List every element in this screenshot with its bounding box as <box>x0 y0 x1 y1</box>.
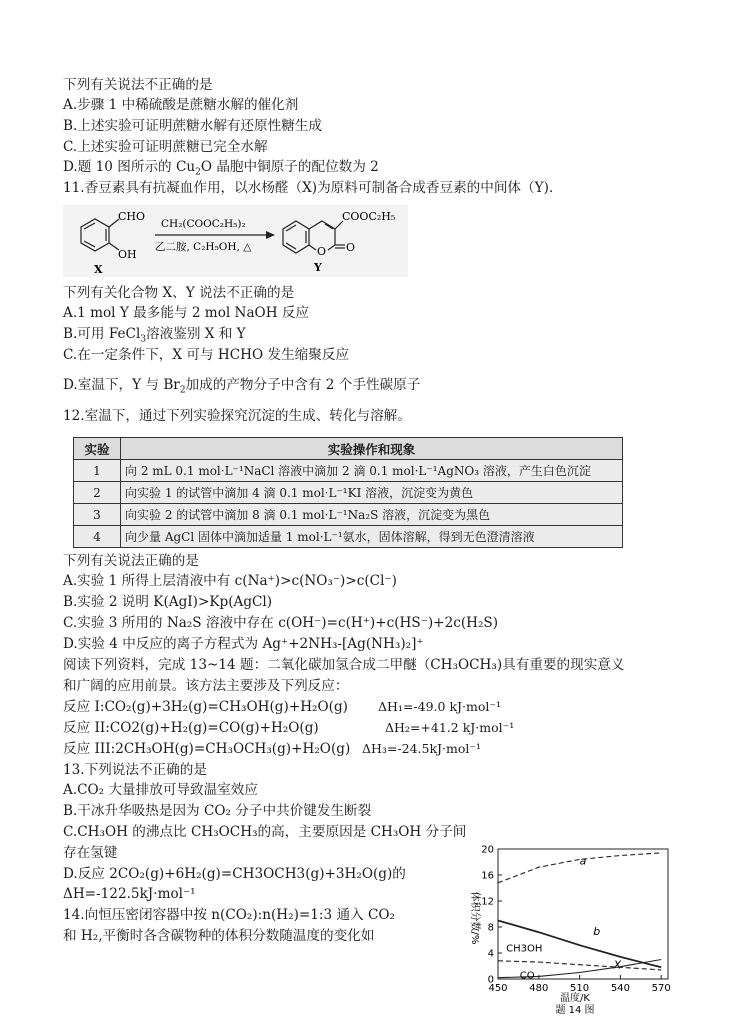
q11-option-b: B.可用 FeCl$_3$溶液鉴别 X 和 Y <box>63 326 246 345</box>
q11-option-d: D.室温下，Y 与 $Br_2$加成的产物分子中含有 2 个手性碳原子 <box>63 377 421 396</box>
header-procedure: 实验操作和现象 <box>121 438 623 460</box>
experiment-table <box>73 437 623 548</box>
passage-line-2: 和广阔的应用前景。该方法主要涉及下列反应： <box>63 678 349 694</box>
annotation-co: CO <box>519 970 535 982</box>
table-row <box>74 482 623 504</box>
y-ring-o: O <box>317 245 327 258</box>
q13-option-a: A.CO₂ 大量排放可导致温室效应 <box>63 782 258 798</box>
q10-option-a: A.步骤 1 中稀硫酸是蔗糖水解的催化剂 <box>63 97 299 113</box>
reaction-3: 反应 III:2CH₃OH(g)=CH₃OCH₃(g)+H₂O(g) <box>63 741 351 757</box>
q10-option-c: C.上述实验可证明蔗糖已完全水解 <box>63 139 268 155</box>
q12-ask: 下列有关说法正确的是 <box>63 553 199 569</box>
x-axis-label: 温度/K <box>560 993 590 1004</box>
table-row <box>74 526 623 548</box>
reaction-1: 反应 I:CO₂(g)+3H₂(g)=CH₃OH(g)+H₂O(g) <box>63 699 348 715</box>
x-tick-label: 480 <box>529 983 549 994</box>
y-tick-label: 4 <box>487 948 494 960</box>
q11-ask: 下列有关化合物 X、Y 说法不正确的是 <box>63 285 295 301</box>
q12-option-d: D.实验 4 中反应的离子方程式为 Ag⁺+2NH₃-[Ag(NH₃)₂]⁺ <box>63 636 424 652</box>
q10-option-d: D.题 10 图所示的 $Cu_2O$ 晶胞中铜原子的配位数为 2 <box>63 159 379 178</box>
q12-option-b: B.实验 2 说明 K(AgI)>Kp(AgCl) <box>63 594 273 610</box>
row-number: 1 <box>74 460 121 482</box>
q14-line-1: 14.向恒压密闭容器中按 n(CO₂):n(H₂)=1:3 通入 CO₂ <box>63 907 395 923</box>
x-tick-label: 540 <box>610 983 630 994</box>
y-carbonyl-o: O <box>346 241 356 254</box>
temperature-plot <box>458 843 678 1015</box>
y-ester-label: COOC₂H₅ <box>342 210 396 223</box>
row-procedure: 向实验 2 的试管中滴加 8 滴 0.1 mol·L⁻¹Na₂S 溶液，沉淀变为黑色 <box>121 504 623 526</box>
y-tick-label: 0 <box>487 974 494 986</box>
arrow-head <box>266 231 275 239</box>
row-number: 3 <box>74 504 121 526</box>
q13-option-d-line1: D.反应 2CO₂(g)+6H₂(g)=CH3OCH3(g)+3H₂O(g)的 <box>63 866 406 882</box>
figure-caption: 题 14 图 <box>555 1005 595 1015</box>
table-header-row <box>74 438 623 460</box>
table-row <box>74 460 623 482</box>
q12-stem: 12.室温下，通过下列实验探究沉淀的生成、转化与溶解。 <box>63 408 411 424</box>
reaction-2: 反应 II:CO2(g)+H₂(g)=CO(g)+H₂O(g) <box>63 720 319 736</box>
q13-stem: 13.下列说法不正确的是 <box>63 762 207 778</box>
y-tick-label: 16 <box>481 870 494 882</box>
q13-option-d-line2: ΔH=-122.5kJ·mol⁻¹ <box>63 886 196 902</box>
reagent-top: CH₂(COOC₂H₅)₂ <box>161 218 246 230</box>
x-tick-label: 570 <box>651 983 671 994</box>
row-procedure: 向少量 AgCl 固体中滴加适量 1 mol·L⁻¹氨水，固体溶解，得到无色澄清溶液 <box>121 526 623 548</box>
series-label-X: X <box>613 958 622 972</box>
y-tick-label: 20 <box>481 844 494 856</box>
q13-option-b: B.干冰升华吸热是因为 CO₂ 分子中共价键发生断裂 <box>63 803 372 819</box>
y-axis-label: 体积分数/% <box>469 891 480 945</box>
reaction-scheme <box>63 205 408 277</box>
x-tick-label: 510 <box>570 983 590 994</box>
structure-x <box>81 219 119 251</box>
series-label-a: a <box>579 854 587 868</box>
structure-y <box>283 221 345 253</box>
plot-frame <box>498 849 668 979</box>
x-tick-label: 450 <box>488 983 508 994</box>
row-procedure: 向实验 1 的试管中滴加 4 滴 0.1 mol·L⁻¹KI 溶液，沉淀变为黄色 <box>121 482 623 504</box>
table-row <box>74 504 623 526</box>
q10-stem: 下列有关说法不正确的是 <box>63 77 213 93</box>
q11-option-c: C.在一定条件下，X 可与 HCHO 发生缩聚反应 <box>63 347 350 363</box>
x-label: X <box>94 263 103 276</box>
reaction-3-dh: ΔH₃=-24.5kJ·mol⁻¹ <box>362 741 482 756</box>
y-tick-label: 12 <box>481 896 494 908</box>
q12-option-a: A.实验 1 所得上层清液中有 c(Na⁺)>c(NO₃⁻)>c(Cl⁻) <box>63 573 397 589</box>
q11-stem: 11.香豆素具有抗凝血作用，以水杨醛（X)为原料可制备合成香豆素的中间体（Y). <box>63 180 554 196</box>
q13-option-c-line1: C.CH₃OH 的沸点比 CH₃OCH₃的高，主要原因是 CH₃OH 分子间 <box>63 824 467 840</box>
q11-option-a: A.1 mol Y 最多能与 2 mol NaOH 反应 <box>63 305 310 321</box>
q12-option-c: C.实验 3 所用的 Na₂S 溶液中存在 c(OH⁻)=c(H⁺)+c(HS⁻)+2c(H₂S) <box>63 615 499 631</box>
q10-option-b: B.上述实验可证明蔗糖水解有还原性糖生成 <box>63 118 322 134</box>
series-line-X <box>498 958 661 972</box>
passage-line-1: 阅读下列资料，完成 13~14 题：二氧化碳加氢合成二甲醚（CH₃OCH₃)具有重要的现实意义 <box>63 657 625 673</box>
reaction-2-dh: ΔH₂=+41.2 kJ·mol⁻¹ <box>385 720 515 735</box>
row-number: 2 <box>74 482 121 504</box>
q13-option-c-line2: 存在氢键 <box>63 845 118 861</box>
annotation-ch3oh: CH3OH <box>506 943 543 955</box>
reaction-1-dh: ΔH₁=-49.0 kJ·mol⁻¹ <box>378 699 501 714</box>
row-number: 4 <box>74 526 121 548</box>
series-label-b: b <box>593 924 601 938</box>
reagent-bottom: 乙二胺, C₂H₅OH, △ <box>155 241 252 253</box>
x-cho-label: CHO <box>118 210 146 223</box>
q14-line-2: 和 H₂,平衡时各含碳物种的体积分数随温度的变化如 <box>63 928 375 944</box>
row-procedure: 向 2 mL 0.1 mol·L⁻¹NaCl 溶液中滴加 2 滴 0.1 mol·L⁻¹AgNO₃ 溶液，产生白色沉淀 <box>121 460 623 482</box>
y-label: Y <box>314 261 322 274</box>
header-experiment: 实验 <box>74 438 121 460</box>
x-oh-label: OH <box>118 248 137 261</box>
y-tick-label: 8 <box>487 922 494 934</box>
